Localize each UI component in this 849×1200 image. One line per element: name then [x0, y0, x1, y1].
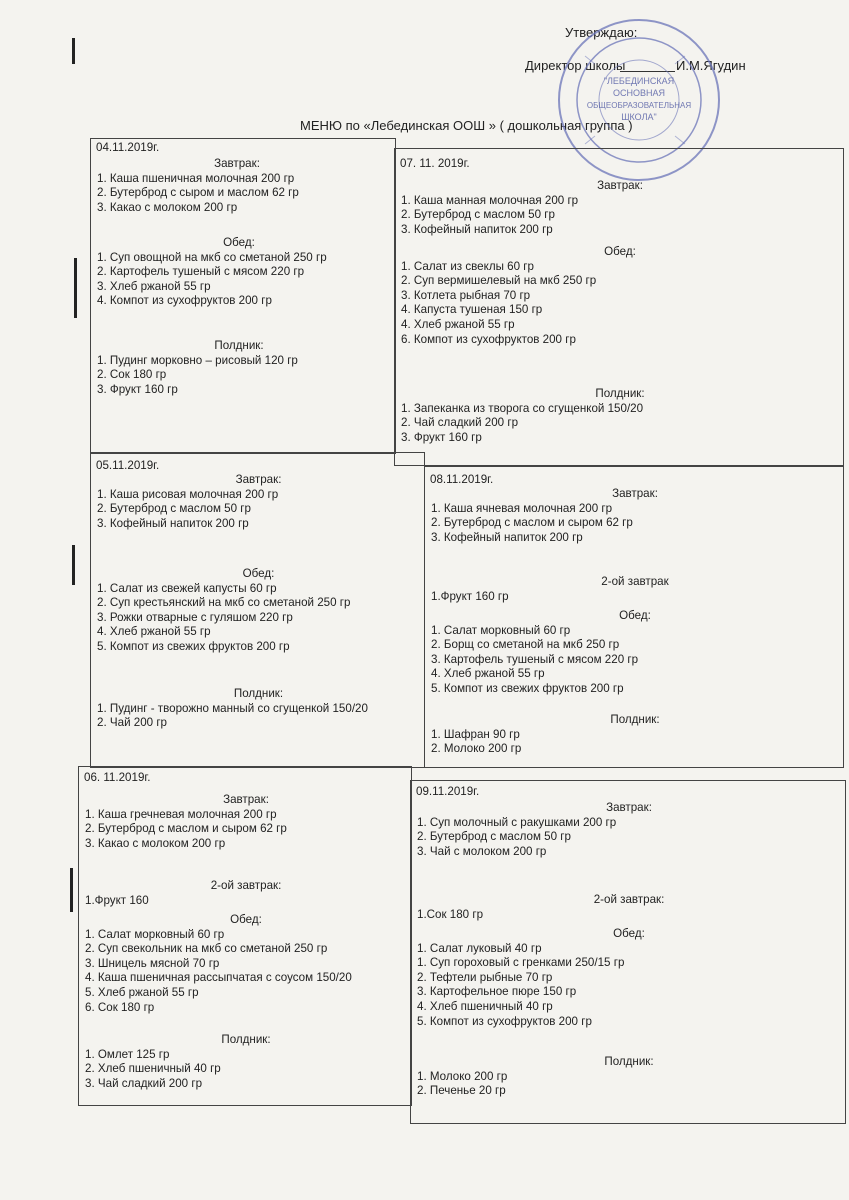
punch-mark	[72, 545, 75, 585]
meal-heading: Полдник:	[604, 1055, 654, 1068]
meal-section	[85, 913, 407, 1015]
menu-item: 2. Бутерброд с маслом и сыром 62 гр	[431, 516, 633, 530]
menu-item: 5. Компот из свежих фруктов 200 гр	[97, 639, 290, 653]
menu-item: 4. Хлеб пшеничный 40 гр	[417, 999, 553, 1013]
menu-item: 1. Суп гороховый с гренками 250/15 гр	[417, 956, 625, 970]
menu-item: 2. Хлеб пшеничный 40 гр	[85, 1062, 221, 1076]
day-cell	[78, 766, 412, 1106]
punch-mark	[70, 868, 73, 912]
meal-heading: Завтрак:	[612, 487, 658, 500]
menu-item: 3. Фрукт 160 гр	[401, 430, 482, 444]
menu-item: 6. Сок 180 гр	[85, 1000, 155, 1014]
menu-item: 1. Каша рисовая молочная 200 гр	[97, 487, 279, 501]
menu-item: 3. Какао с молоком 200 гр	[85, 836, 226, 850]
meal-heading: Обед:	[223, 236, 255, 249]
menu-item: 3. Картофель тушеный с мясом 220 гр	[431, 652, 639, 666]
meal-section	[431, 487, 839, 545]
menu-item: 3. Фрукт 160 гр	[97, 382, 178, 396]
meal-section	[85, 1033, 407, 1091]
menu-item: 2. Бутерброд с маслом 50 гр	[417, 830, 571, 844]
meal-section	[85, 879, 407, 908]
menu-item: 3. Рожки отварные с гуляшом 220 гр	[97, 610, 293, 624]
menu-item: 1. Каша ячневая молочная 200 гр	[431, 501, 613, 515]
menu-item: 1. Шафран 90 гр	[431, 727, 520, 741]
menu-item: 1. Молоко 200 гр	[417, 1069, 508, 1083]
menu-item: 3. Кофейный напиток 200 гр	[401, 222, 553, 236]
menu-item: 2. Молоко 200 гр	[431, 742, 522, 756]
menu-item: 3. Кофейный напиток 200 гр	[97, 516, 249, 530]
menu-item: 1. Салат морковный 60 гр	[85, 927, 225, 941]
menu-item: 2. Борщ со сметаной на мкб 250 гр	[431, 638, 620, 652]
meal-heading: Завтрак:	[606, 801, 652, 814]
day-date: 06. 11.2019г.	[84, 771, 151, 784]
meal-section	[97, 236, 391, 309]
meal-heading: 2-ой завтрак:	[210, 879, 282, 892]
menu-item: 3. Кофейный напиток 200 гр	[431, 530, 583, 544]
meal-section	[431, 713, 839, 757]
seal-text-2: ОСНОВНАЯ	[612, 88, 666, 98]
meal-heading: Полдник:	[214, 339, 264, 352]
menu-item: 3. Котлета рыбная 70 гр	[401, 288, 531, 302]
day-date: 08.11.2019г.	[430, 473, 494, 486]
punch-mark	[72, 38, 75, 64]
menu-item: 2. Чай сладкий 200 гр	[401, 416, 519, 430]
menu-item: 1. Салат из свежей капусты 60 гр	[97, 581, 277, 595]
day-date: 09.11.2019г.	[416, 785, 480, 798]
approval-label: Утверждаю:	[565, 25, 638, 40]
menu-item: 1.Фрукт 160 гр	[431, 589, 509, 603]
menu-item: 1. Салат из свеклы 60 гр	[401, 259, 534, 273]
meal-section	[417, 801, 841, 859]
day-cell	[90, 138, 396, 454]
day-date: 05.11.2019г.	[96, 459, 160, 472]
menu-item: 1. Суп молочный с ракушками 200 гр	[417, 815, 617, 829]
meal-section	[97, 687, 420, 731]
menu-item: 1. Каша пшеничная молочная 200 гр	[97, 171, 295, 185]
meal-heading: 2-ой завтрак	[601, 575, 669, 588]
meal-heading: Обед:	[604, 245, 636, 258]
menu-item: 3. Шницель мясной 70 гр	[85, 956, 220, 970]
seal-text-3: ОБЩЕОБРАЗОВАТЕЛЬНАЯ	[586, 101, 692, 110]
meal-section	[417, 1055, 841, 1099]
meal-section	[401, 179, 839, 237]
page-title: МЕНЮ по «Лебединская ООШ » ( дошкольная группа )	[300, 118, 633, 133]
menu-item: 2. Бутерброд с маслом и сыром 62 гр	[85, 822, 287, 836]
menu-item: 5. Компот из свежих фруктов 200 гр	[431, 681, 624, 695]
meal-heading: Обед:	[242, 567, 275, 580]
menu-item: 4. Хлеб ржаной 55 гр	[431, 667, 545, 681]
meal-section	[85, 793, 407, 851]
menu-item: 5. Хлеб ржаной 55 гр	[85, 985, 199, 999]
menu-item: 2. Суп вермишелевый на мкб 250 гр	[401, 274, 597, 288]
meal-section	[97, 339, 391, 397]
menu-item: 3. Картофельное пюре 150 гр	[417, 985, 577, 999]
director-name: И.М.Ягудин	[676, 58, 746, 73]
day-cell	[90, 452, 425, 768]
menu-item: 4. Хлеб ржаной 55 гр	[401, 317, 515, 331]
meal-section	[417, 893, 841, 922]
seal-text-1: "ЛЕБЕДИНСКАЯ	[603, 76, 675, 86]
menu-item: 2. Чай 200 гр	[97, 716, 168, 730]
meal-heading: 2-ой завтрак:	[593, 893, 665, 906]
menu-item: 2. Бутерброд с сыром и маслом 62 гр	[97, 186, 299, 200]
menu-item: 1. Каша манная молочная 200 гр	[401, 193, 579, 207]
menu-item: 5. Компот из сухофруктов 200 гр	[417, 1014, 592, 1028]
menu-item: 2. Суп свекольник на мкб со сметаной 250 гр	[85, 942, 328, 956]
menu-item: 1. Салат луковый 40 гр	[417, 941, 542, 955]
meal-section	[401, 387, 839, 445]
menu-item: 4. Компот из сухофруктов 200 гр	[97, 294, 272, 308]
menu-item: 1. Салат морковный 60 гр	[431, 623, 571, 637]
director-label: Директор школы	[525, 58, 626, 73]
seal-text-4: ШКОЛА"	[621, 112, 657, 122]
menu-item: 3. Какао с молоком 200 гр	[97, 200, 238, 214]
meal-section	[97, 157, 391, 215]
meal-heading: Обед:	[613, 927, 645, 940]
menu-item: 2. Бутерброд с маслом 50 гр	[97, 502, 251, 516]
menu-item: 1. Суп овощной на мкб со сметаной 250 гр	[97, 250, 327, 264]
day-cell	[394, 148, 844, 466]
meal-heading: Завтрак:	[223, 793, 269, 806]
meal-heading: Завтрак:	[597, 179, 643, 192]
day-cell	[410, 780, 846, 1124]
menu-item: 3. Чай с молоком 200 гр	[417, 844, 547, 858]
meal-section	[431, 575, 839, 604]
meal-heading: Обед:	[230, 913, 262, 926]
menu-item: 1. Пудинг - творожно манный со сгущенкой 150/20	[97, 701, 368, 715]
punch-mark	[74, 258, 77, 318]
menu-item: 2. Картофель тушеный с мясом 220 гр	[97, 265, 305, 279]
meal-heading: Завтрак:	[214, 157, 260, 170]
menu-item: 4. Каша пшеничная рассыпчатая с соусом 150/20	[85, 971, 352, 985]
menu-item: 1. Запеканка из творога со сгущенкой 150/20	[401, 401, 644, 415]
meal-section	[97, 473, 420, 531]
menu-item: 3. Чай сладкий 200 гр	[85, 1076, 203, 1090]
menu-item: 1.Фрукт 160	[85, 893, 149, 907]
meal-heading: Полдник:	[221, 1033, 271, 1046]
menu-item: 1.Сок 180 гр	[417, 907, 484, 921]
menu-item: 1. Омлет 125 гр	[85, 1047, 170, 1061]
menu-item: 4. Хлеб ржаной 55 гр	[97, 625, 211, 639]
menu-item: 2. Тефтели рыбные 70 гр	[417, 970, 553, 984]
day-date: 04.11.2019г.	[96, 141, 160, 154]
meal-section	[401, 245, 839, 347]
menu-item: 2. Печенье 20 гр	[417, 1084, 506, 1098]
menu-item: 2. Бутерброд с маслом 50 гр	[401, 208, 555, 222]
menu-item: 2. Суп крестьянский на мкб со сметаной 250 гр	[97, 596, 351, 610]
menu-item: 6. Компот из сухофруктов 200 гр	[401, 332, 576, 346]
meal-heading: Полдник:	[610, 713, 660, 726]
meal-heading: Полдник:	[233, 687, 284, 700]
menu-item: 1. Каша гречневая молочная 200 гр	[85, 807, 277, 821]
day-date: 07. 11. 2019г.	[400, 157, 470, 170]
day-cell	[424, 466, 844, 768]
meal-heading: Обед:	[619, 609, 651, 622]
menu-item: 3. Хлеб ржаной 55 гр	[97, 279, 211, 293]
menu-item: 4. Капуста тушеная 150 гр	[401, 303, 543, 317]
meal-section	[431, 609, 839, 697]
menu-item: 2. Сок 180 гр	[97, 368, 167, 382]
meal-section	[417, 927, 841, 1029]
meal-heading: Полдник:	[595, 387, 645, 400]
meal-heading: Завтрак:	[235, 473, 282, 486]
menu-item: 1. Пудинг морковно – рисовый 120 гр	[97, 353, 298, 367]
meal-section	[97, 567, 420, 655]
